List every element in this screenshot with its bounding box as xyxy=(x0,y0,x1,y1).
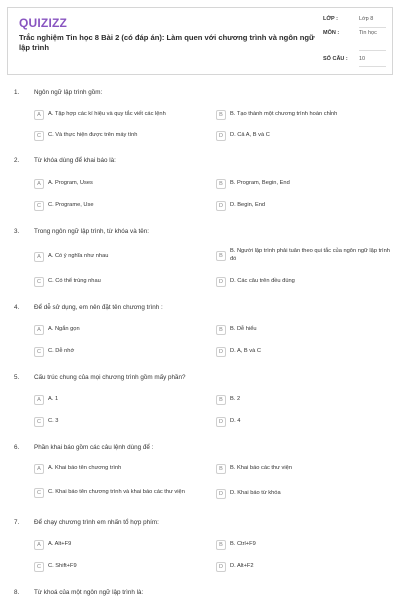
option-text: B. Dễ hiểu xyxy=(230,326,257,333)
question-text: Ngôn ngữ lập trình gồm: xyxy=(34,89,103,96)
option-text: B. Ctrl+F9 xyxy=(230,541,256,548)
answer-option[interactable] xyxy=(216,277,392,287)
option-letter-box: B xyxy=(216,110,226,120)
question-number: 4. xyxy=(14,304,20,311)
option-text: A. Ngắn gọn xyxy=(48,326,80,333)
meta-grade-label: LỚP : xyxy=(323,16,338,22)
answer-option[interactable] xyxy=(216,201,392,211)
option-letter-box: D xyxy=(216,131,226,141)
option-letter-box: A xyxy=(34,540,44,550)
answer-option[interactable] xyxy=(34,201,204,211)
answer-option[interactable] xyxy=(216,464,392,474)
answer-option[interactable] xyxy=(216,110,392,120)
option-letter-box: D xyxy=(216,201,226,211)
option-text: A. Khai báo tên chương trình xyxy=(48,465,122,472)
quizizz-logo: QUIZIZZ xyxy=(19,16,68,30)
question-number: 6. xyxy=(14,444,20,451)
option-letter-box: D xyxy=(216,347,226,357)
question-number: 7. xyxy=(14,519,20,526)
option-letter-box: A xyxy=(34,252,44,262)
answer-option[interactable] xyxy=(216,540,392,550)
option-letter-box: C xyxy=(34,562,44,572)
answer-option[interactable] xyxy=(34,277,204,287)
option-text: D. 4 xyxy=(230,418,241,425)
option-letter-box: B xyxy=(216,251,226,261)
answer-option[interactable] xyxy=(34,179,204,189)
answer-option[interactable] xyxy=(216,325,392,335)
option-text: C. Khai báo tên chương trình và khai báo các thư viện xyxy=(48,489,185,496)
answer-option[interactable] xyxy=(34,488,209,498)
answer-option[interactable] xyxy=(34,110,204,120)
answer-option[interactable] xyxy=(34,325,204,335)
answer-option[interactable] xyxy=(216,395,392,405)
answer-option[interactable] xyxy=(216,179,392,189)
option-text: D. A, B và C xyxy=(230,348,261,355)
question-text: Để chạy chương trình em nhấn tổ hợp phím: xyxy=(34,519,159,526)
option-letter-box: D xyxy=(216,417,226,427)
option-letter-box: D xyxy=(216,562,226,572)
option-text: C. Dễ nhớ xyxy=(48,348,75,355)
meta-subject-value: Tin học xyxy=(359,30,377,36)
option-text: D. Các câu trên đều đúng xyxy=(230,278,295,285)
question-number: 2. xyxy=(14,157,20,164)
option-text: A. 1 xyxy=(48,396,59,403)
question-number: 3. xyxy=(14,228,20,235)
option-text: C. Shift+F9 xyxy=(48,563,77,570)
question-text: Từ khóa dùng để khai báo là: xyxy=(34,157,116,164)
option-letter-box: C xyxy=(34,201,44,211)
answer-option[interactable] xyxy=(216,562,392,572)
worksheet-title: Trắc nghiệm Tin học 8 Bài 2 (có đáp án): Làm quen với chương trình và ngôn ngữ lập trình xyxy=(19,33,315,53)
option-letter-box: A xyxy=(34,395,44,405)
meta-divider xyxy=(359,50,386,51)
option-text: D. Cả A, B và C xyxy=(230,132,270,139)
option-letter-box: D xyxy=(216,489,226,499)
answer-option[interactable] xyxy=(34,395,204,405)
meta-count-label: SỐ CÂU : xyxy=(323,56,348,62)
question-number: 8. xyxy=(14,589,20,596)
option-letter-box: A xyxy=(34,179,44,189)
answer-option[interactable] xyxy=(34,417,204,427)
answer-option[interactable] xyxy=(34,562,204,572)
option-text: B. Tạo thành một chương trình hoàn chỉnh xyxy=(230,111,338,118)
option-text: A. Có ý nghĩa như nhau xyxy=(48,253,109,260)
option-text: C. Programe, Use xyxy=(48,202,94,209)
meta-divider xyxy=(359,27,386,28)
option-text: A. Program, Uses xyxy=(48,180,93,187)
option-letter-box: C xyxy=(34,131,44,141)
answer-option[interactable] xyxy=(34,347,204,357)
answer-option[interactable] xyxy=(34,131,204,141)
option-text: D. Begin, End xyxy=(230,202,266,209)
answer-option[interactable] xyxy=(216,131,392,141)
option-text: A. Alt+F9 xyxy=(48,541,72,548)
answer-option[interactable] xyxy=(216,347,392,357)
answer-option[interactable] xyxy=(34,252,204,262)
option-letter-box: C xyxy=(34,417,44,427)
option-text: C. 3 xyxy=(48,418,59,425)
option-text: B. Program, Begin, End xyxy=(230,180,290,187)
meta-subject-label: MÔN : xyxy=(323,30,340,36)
meta-divider xyxy=(359,66,386,67)
option-letter-box: A xyxy=(34,110,44,120)
option-text: C. Và thực hiện được trên máy tính xyxy=(48,132,138,139)
option-letter-box: B xyxy=(216,464,226,474)
answer-option[interactable] xyxy=(34,464,204,474)
option-letter-box: C xyxy=(34,277,44,287)
option-letter-box: B xyxy=(216,325,226,335)
question-text: Để dễ sử dụng, em nên đặt tên chương trình : xyxy=(34,304,163,311)
option-text: D. Alt+F2 xyxy=(230,563,254,570)
question-text: Phần khai báo gồm các câu lệnh dùng để : xyxy=(34,444,154,451)
option-letter-box: C xyxy=(34,488,44,498)
option-letter-box: B xyxy=(216,395,226,405)
answer-option[interactable] xyxy=(34,540,204,550)
option-letter-box: D xyxy=(216,277,226,287)
question-text: Trong ngôn ngữ lập trình, từ khóa và tên: xyxy=(34,228,149,235)
question-text: Từ khoá của một ngôn ngữ lập trình là: xyxy=(34,589,144,596)
option-text: B. 2 xyxy=(230,396,241,403)
question-text: Cấu trúc chung của mọi chương trình gồm mấy phần? xyxy=(34,374,186,381)
option-letter-box: A xyxy=(34,464,44,474)
question-number: 5. xyxy=(14,374,20,381)
option-letter-box: B xyxy=(216,540,226,550)
answer-option[interactable] xyxy=(216,417,392,427)
option-text: B. Khai báo các thư viện xyxy=(230,465,292,472)
option-text: A. Tập hợp các kí hiệu và quy tắc viết các lệnh xyxy=(48,111,166,118)
meta-count-value: 10 xyxy=(359,56,366,62)
option-letter-box: B xyxy=(216,179,226,189)
meta-grade-value: Lớp 8 xyxy=(359,16,374,22)
question-number: 1. xyxy=(14,89,20,96)
option-text: D. Khai báo từ khóa xyxy=(230,490,281,497)
option-letter-box: C xyxy=(34,347,44,357)
answer-option[interactable] xyxy=(216,248,392,263)
option-text: B. Người lập trình phải tuân theo qui tắc của ngôn ngữ lập trình đó xyxy=(230,248,390,262)
option-text: C. Có thể trùng nhau xyxy=(48,278,101,285)
option-letter-box: A xyxy=(34,325,44,335)
answer-option[interactable] xyxy=(216,489,392,499)
